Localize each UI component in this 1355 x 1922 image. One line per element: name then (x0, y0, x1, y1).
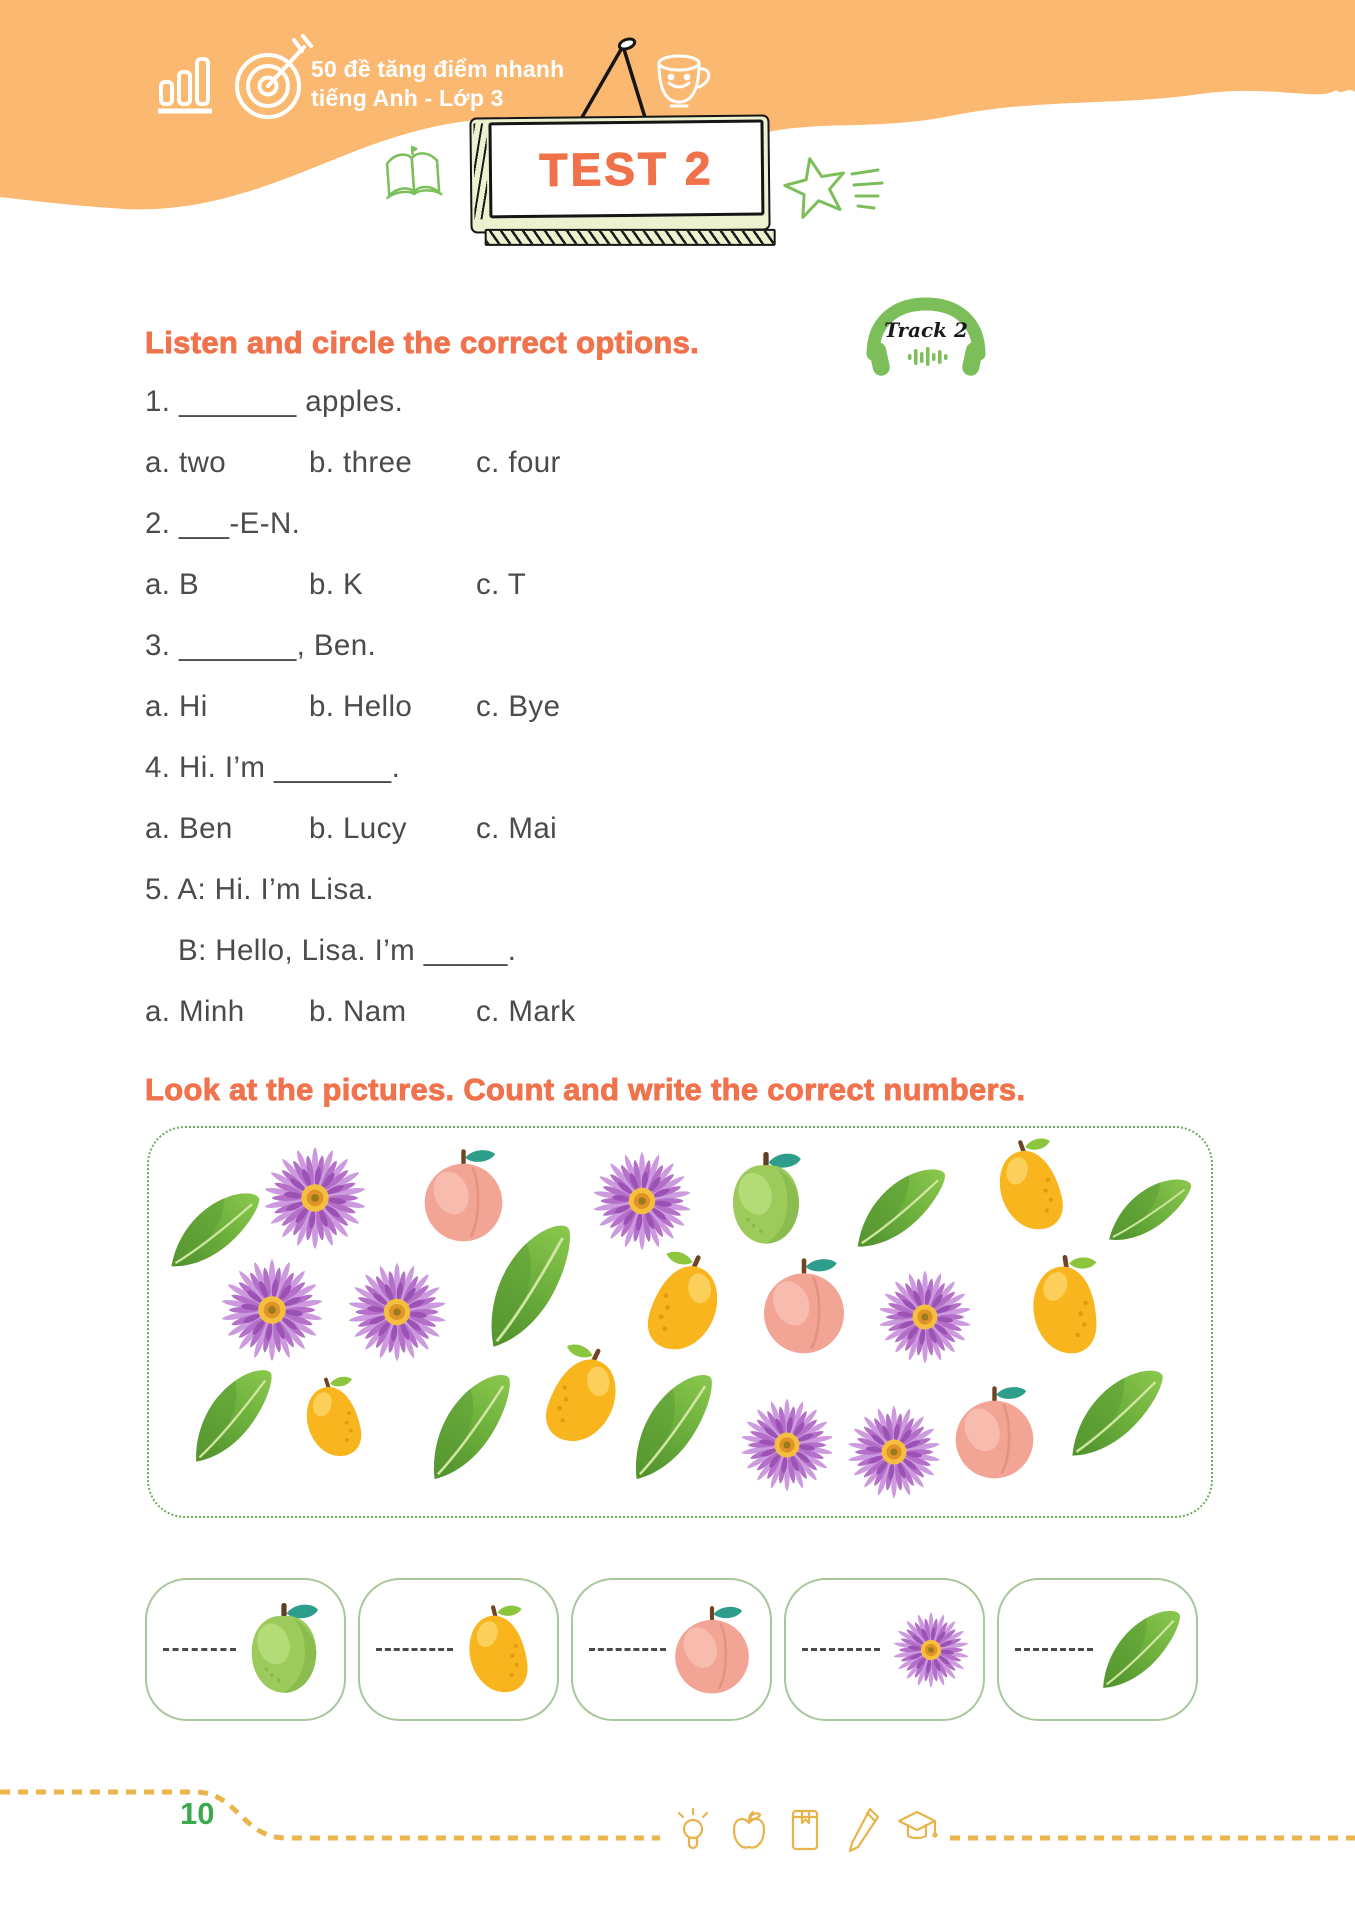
peach-image (754, 1256, 854, 1356)
leaf-image (1098, 1607, 1184, 1693)
headphones-icon (858, 292, 994, 392)
answer-option: c. four (476, 446, 561, 479)
answer-option: c. Mai (476, 812, 558, 845)
answer-option: c. Mark (476, 995, 576, 1028)
question-stem: 5. A: Hi. I’m Lisa. (145, 873, 374, 906)
sign-face (488, 119, 764, 218)
flower-image (845, 1403, 943, 1501)
count-answer-box (145, 1578, 346, 1721)
bulb-icon (672, 1806, 714, 1854)
answer-boxes (145, 1578, 1198, 1721)
answer-option: a. Minh (145, 995, 245, 1028)
flower-image (590, 1149, 694, 1253)
leaf-image (412, 1368, 530, 1486)
graduation-cap-icon (896, 1806, 938, 1854)
peach-image (666, 1604, 758, 1696)
leaf-image (182, 1364, 285, 1467)
bar-chart-icon (158, 52, 222, 114)
series-title-line2: tiếng Anh - Lớp 3 (311, 85, 504, 111)
questions (145, 385, 845, 1056)
question-stem: 2. ___-E-N. (145, 507, 301, 540)
cup-icon (652, 50, 716, 120)
answer-option: b. Nam (309, 995, 407, 1028)
flower-image (738, 1396, 836, 1494)
count-answer-box (571, 1578, 772, 1721)
answer-option: b. K (309, 568, 364, 601)
mango-image (978, 1133, 1084, 1239)
question-options (145, 812, 845, 873)
footer-icons (672, 1806, 938, 1854)
picture-box (147, 1126, 1213, 1518)
peach-image (415, 1147, 512, 1244)
count-answer-box (784, 1578, 985, 1721)
test-title: TEST 2 (539, 142, 714, 196)
answer-option: c. T (476, 568, 527, 601)
answer-option: a. two (145, 446, 227, 479)
question-options (145, 995, 845, 1056)
answer-blank-line (376, 1648, 453, 1651)
mango-image (290, 1373, 380, 1463)
question-stem: 1. _______ apples. (145, 385, 404, 418)
answer-option: b. Lucy (309, 812, 407, 845)
count-answer-box (358, 1578, 559, 1721)
flower-image (261, 1144, 369, 1252)
question-stem: B: Hello, Lisa. I’m _____. (178, 934, 517, 967)
answer-option: b. Hello (309, 690, 413, 723)
question-options (145, 690, 845, 751)
answer-option: b. three (309, 446, 413, 479)
test-sign (469, 114, 770, 233)
count-answer-box (997, 1578, 1198, 1721)
answer-blank-line (802, 1648, 880, 1651)
equalizer-bars (908, 347, 948, 366)
mango-image (453, 1604, 545, 1696)
series-title-line1: 50 đề tăng điểm nhanh (311, 56, 565, 82)
page-number: 10 (180, 1796, 215, 1831)
pencil-icon (840, 1806, 882, 1854)
leaf-image (613, 1368, 731, 1486)
count-section-heading: Look at the pictures. Count and write the correct numbers. (145, 1072, 1026, 1107)
question-stem: 4. Hi. I’m _______. (145, 751, 401, 784)
guava-image (717, 1151, 815, 1249)
apple-icon (728, 1806, 770, 1854)
question-options (145, 568, 845, 629)
listen-section-heading: Listen and circle the correct options. (145, 325, 700, 360)
flower-image (345, 1260, 449, 1364)
answer-blank-line (1015, 1648, 1093, 1651)
target-icon (230, 34, 316, 122)
flower-image (218, 1256, 326, 1364)
answer-blank-line (163, 1648, 236, 1651)
track-badge-label: Track 2 (884, 318, 968, 342)
answer-option: a. B (145, 568, 200, 601)
answer-option: a. Ben (145, 812, 233, 845)
guava-image (236, 1602, 332, 1698)
series-title (311, 55, 564, 113)
notebook-icon (784, 1806, 826, 1854)
peach-image (946, 1384, 1043, 1481)
answer-option: c. Bye (476, 690, 561, 723)
answer-option: a. Hi (145, 690, 208, 723)
leaf-image (1066, 1363, 1167, 1464)
flower-image (876, 1268, 974, 1366)
question-stem: 3. _______, Ben. (145, 629, 377, 662)
flower-image (891, 1610, 971, 1690)
book-icon (378, 138, 451, 215)
question-options (145, 446, 845, 507)
sign-hatch-left (473, 123, 487, 219)
sign-hatch-bottom (485, 229, 776, 246)
leaf-image (1104, 1164, 1197, 1257)
answer-blank-line (589, 1648, 666, 1651)
mango-image (624, 1244, 743, 1363)
star-icon (780, 146, 885, 234)
mango-image (1009, 1249, 1122, 1362)
leaf-image (852, 1160, 950, 1258)
